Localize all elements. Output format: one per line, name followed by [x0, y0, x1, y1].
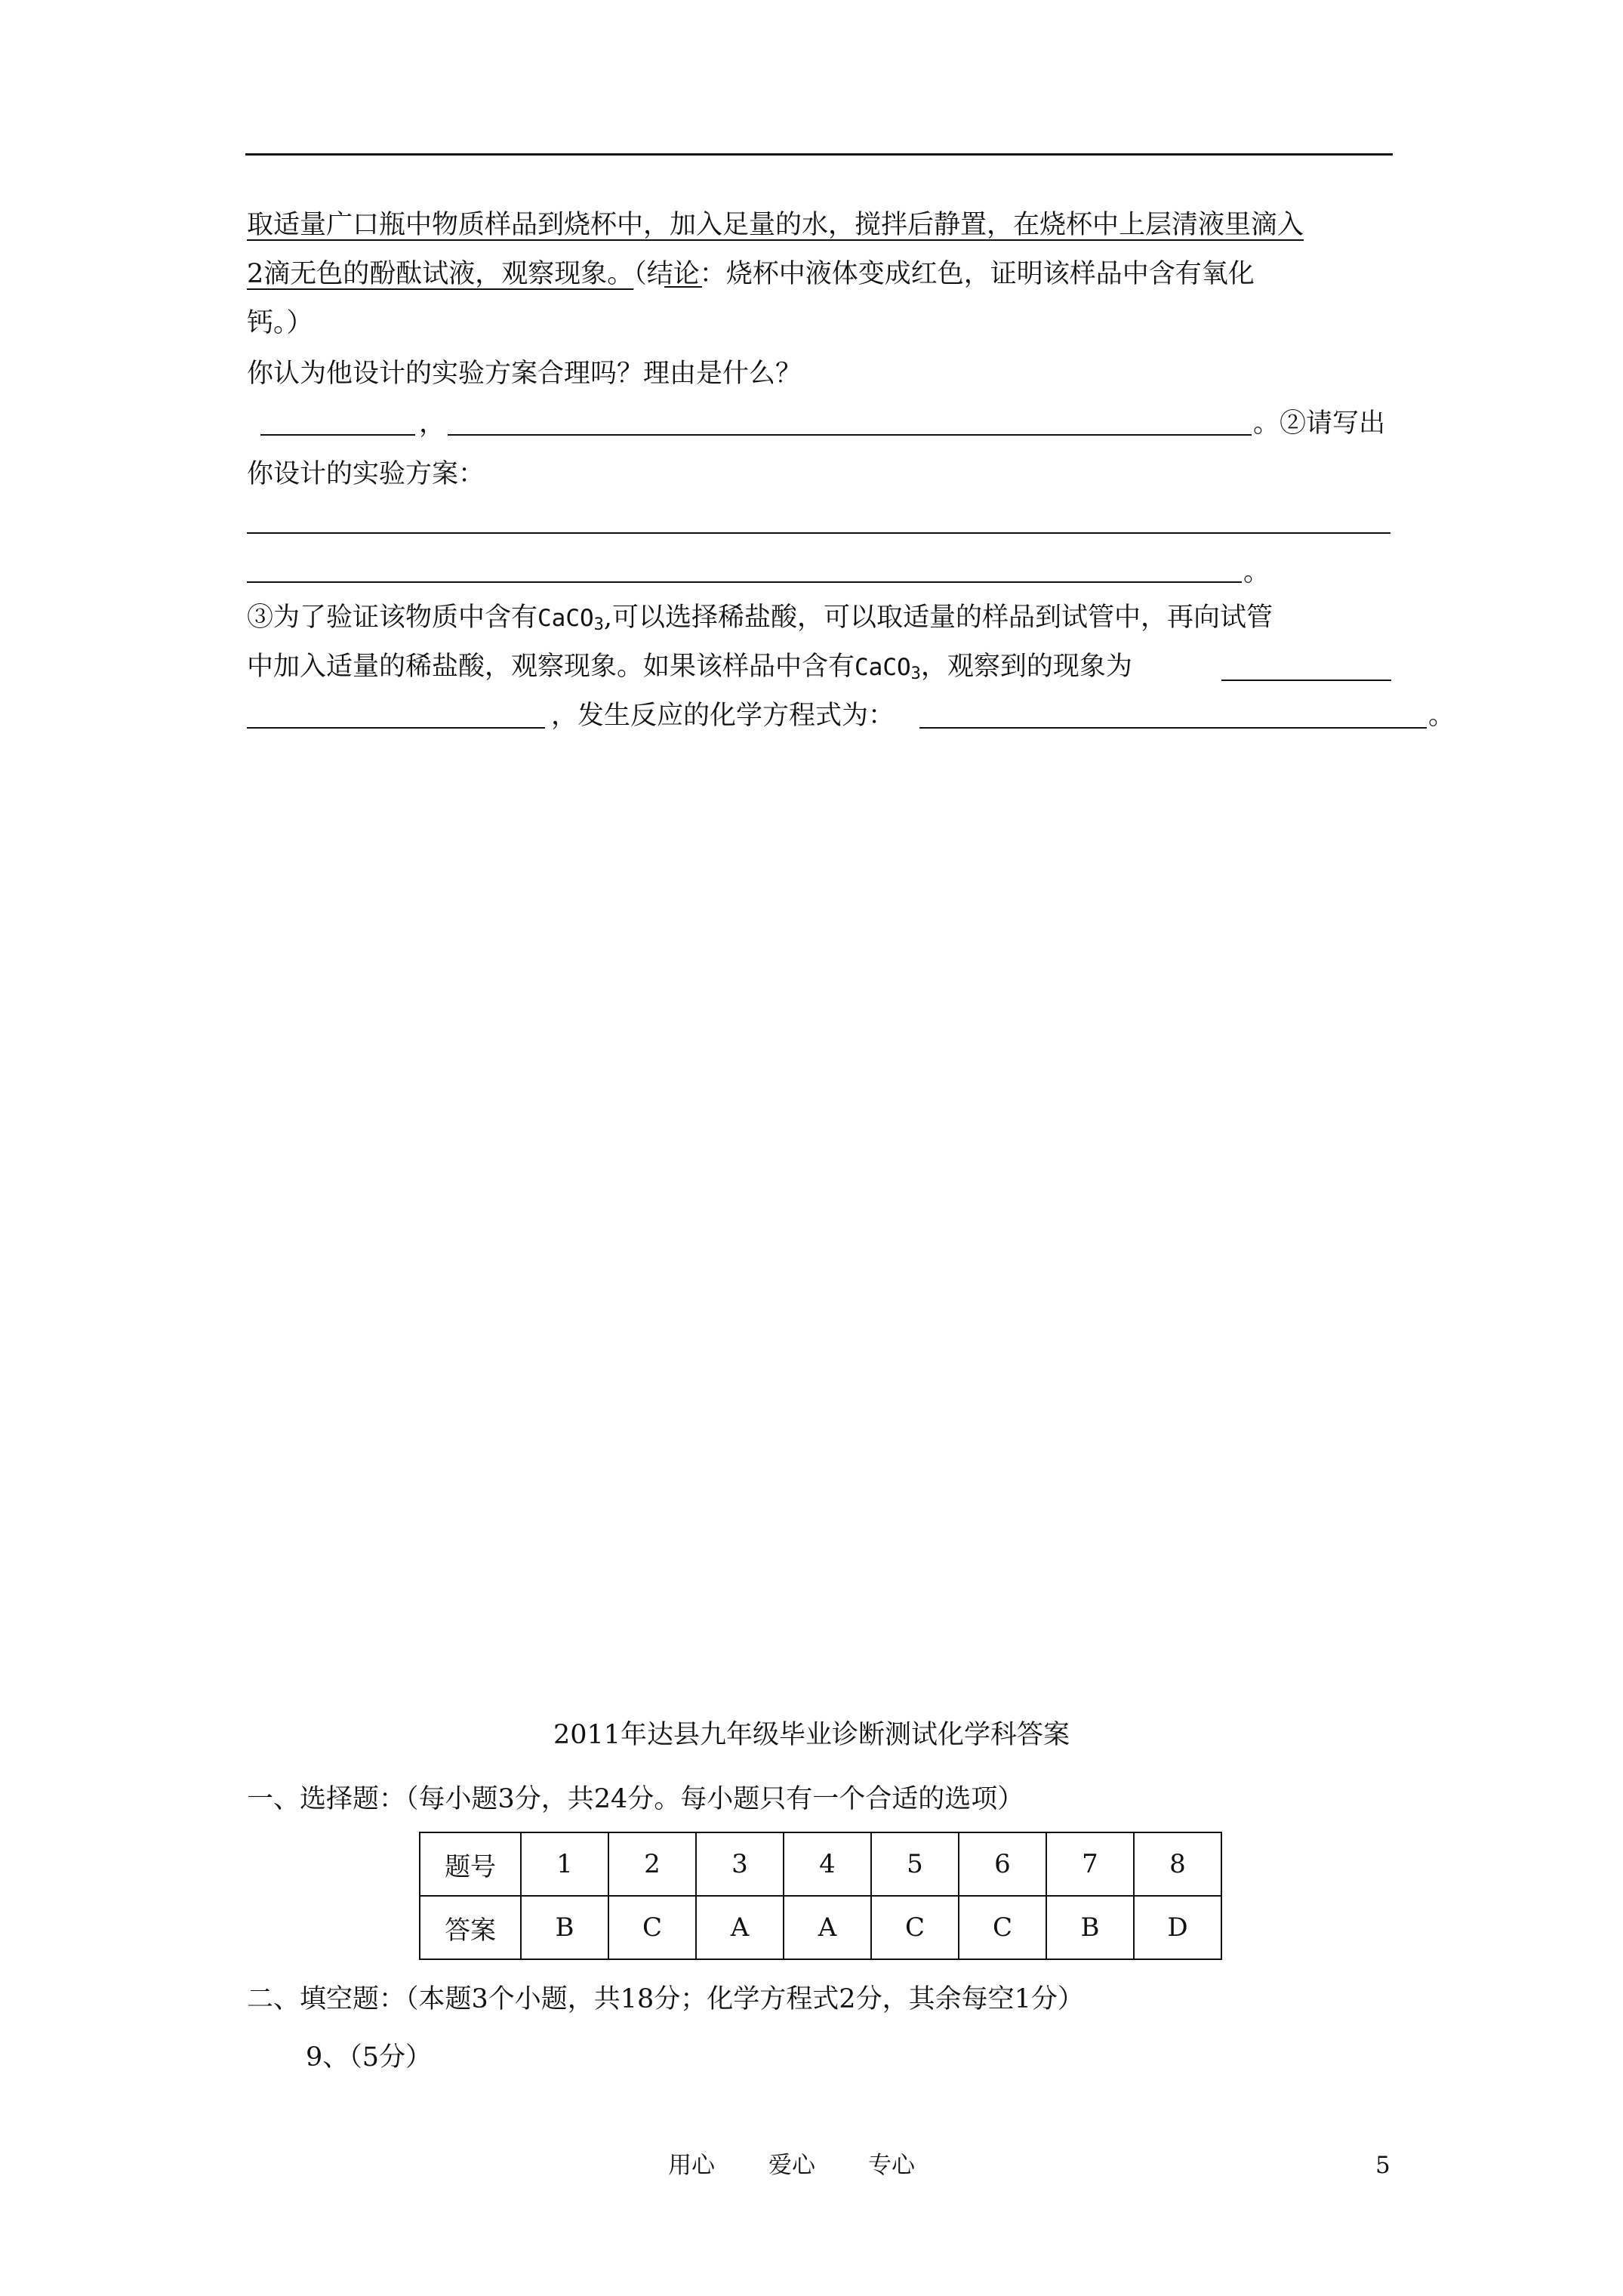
verify-line-2-start: 中加入适量的稀盐酸，观察现象。如果该样品中含有: [247, 652, 855, 682]
footer-motto-2: 爱心: [768, 2152, 815, 2179]
table-cell-choice: B: [1046, 1896, 1134, 1959]
table-cell-number: 2: [608, 1832, 696, 1896]
comma-mark: ，: [419, 408, 446, 439]
design-prompt: 你设计的实验方案：: [247, 459, 485, 489]
table-cell-choice: D: [1134, 1896, 1221, 1959]
question-9-heading: 9、（5分）: [306, 2042, 433, 2073]
table-cell-number: 6: [959, 1832, 1046, 1896]
table-cell-number: 1: [521, 1832, 608, 1896]
table-cell-choice: C: [959, 1896, 1046, 1959]
verify-line-1: [247, 600, 1273, 636]
procedure-line-3: 钙。）: [247, 308, 313, 338]
verify-line-2-end: ，观察到的现象为: [920, 652, 1132, 682]
table-cell-number: 5: [871, 1832, 959, 1896]
section-2-heading: 二、填空题：（本题3个小题，共18分；化学方程式2分，其余每空1分）: [247, 1984, 1084, 2014]
table-cell-number: 3: [696, 1832, 784, 1896]
page-number: 5: [1375, 2152, 1390, 2179]
equation-prompt: ，发生反应的化学方程式为：: [551, 701, 895, 731]
procedure-underlined-text: 2滴无色的酚酞试液，观察现象。: [247, 259, 634, 289]
footer-motto-3: 专心: [868, 2152, 915, 2179]
table-cell-choice: B: [521, 1896, 608, 1959]
verify-text-start: ③为了验证该物质中含有: [247, 603, 538, 633]
answer-key-title: 2011年达县九年级毕业诊断测试化学科答案: [553, 1720, 1070, 1750]
period-mark: 。: [1243, 557, 1270, 587]
verify-text-end: ,可以选择稀盐酸，可以取适量的样品到试管中，再向试管: [603, 603, 1273, 633]
table-header-answer: 答案: [420, 1896, 521, 1959]
footer-motto-1: 用心: [668, 2152, 715, 2179]
question-prompt: 你认为他设计的实验方案合理吗？理由是什么？: [247, 359, 802, 389]
table-cell-choice: C: [871, 1896, 959, 1959]
table-cell-choice: C: [608, 1896, 696, 1959]
write-prompt: 。②请写出: [1253, 408, 1386, 439]
table-row-answers: [420, 1896, 1221, 1959]
caco3-formula: CaCO$_3$: [537, 605, 604, 634]
table-cell-number: 7: [1046, 1832, 1134, 1896]
answer-blank-design-1[interactable]: [247, 532, 1390, 534]
answer-blank-phenomenon-2[interactable]: [247, 727, 545, 729]
final-period: 。: [1428, 701, 1455, 731]
table-cell-choice: A: [696, 1896, 784, 1959]
answer-blank-phenomenon-1[interactable]: [1221, 680, 1391, 681]
header-rule: [245, 153, 1393, 156]
answer-blank-design-2[interactable]: [247, 581, 1242, 583]
answer-blank-equation[interactable]: [919, 727, 1427, 729]
answer-blank-reasonable[interactable]: [260, 434, 415, 436]
table-cell-choice: A: [784, 1896, 871, 1959]
table-row-numbers: [420, 1832, 1221, 1896]
procedure-line-2: [247, 257, 1255, 291]
conclusion-text: （结论：烧杯中液体变成红色，证明该样品中含有氧化: [633, 259, 1255, 289]
answer-blank-reason[interactable]: [448, 434, 1252, 436]
verify-line-2: [247, 649, 1132, 685]
answer-table: [419, 1832, 1222, 1960]
caco3-formula-2: CaCO$_3$: [855, 654, 921, 683]
procedure-underline-extension: [664, 286, 702, 288]
procedure-line-1: 取适量广口瓶中物质样品到烧杯中，加入足量的水，搅拌后静置，在烧杯中上层清液里滴入: [247, 210, 1304, 240]
table-cell-number: 4: [784, 1832, 871, 1896]
section-1-heading: 一、选择题：（每小题3分，共24分。每小题只有一个合适的选项）: [247, 1784, 1024, 1814]
table-header-question-no: 题号: [420, 1832, 521, 1896]
table-cell-number: 8: [1134, 1832, 1221, 1896]
